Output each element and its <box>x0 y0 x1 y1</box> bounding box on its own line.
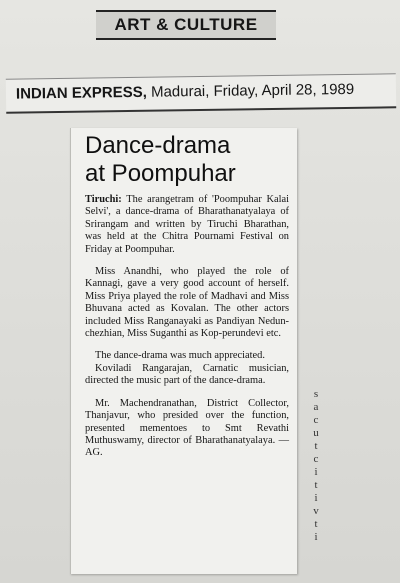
side-letter: i <box>314 466 318 478</box>
article-clipping <box>70 128 297 574</box>
side-letter: c <box>313 414 319 426</box>
side-letter: t <box>314 479 318 491</box>
side-letter: a <box>313 401 319 413</box>
headline-line-1: Dance-drama <box>85 132 231 159</box>
side-letter: i <box>314 531 318 543</box>
paragraph-1-text: The arangetram of 'Poompuhar Kalai Selvi', a dance-drama of Bharathanatyalaya of Srirangam and written by Tiruchi Bharathan, was held at the Chitra Pournami Festival on Friday at Poompuhar. <box>85 194 289 255</box>
article-paragraph-2: Miss Anandhi, who played the role of Kannagi, gave a very good account of herself. Miss Priya played the role of Madhavi and Miss Bhuvana acted as Kovalan. The other actors included Miss Ranganayaki as Pandiyan Nedun-chezhian, Miss Suganthi as Kop-perundevi etc. <box>85 266 289 340</box>
article-paragraph-5: Mr. Machendranathan, District Collector, Thanjavur, who presided over the function, presented mementoes to Smt Revathi Muthuswamy, director of Bharathanatyalaya. — AG. <box>85 397 289 459</box>
side-letter: v <box>313 505 319 517</box>
masthead-details: Madurai, Friday, April 28, 1989 <box>146 80 355 101</box>
article-paragraph-4: Koviladi Rangarajan, Carnatic musician, directed the music part of the dance-drama. <box>85 362 289 387</box>
side-letter: i <box>314 492 318 504</box>
headline-line-2: at Poompuhar <box>85 160 236 187</box>
adjacent-column-fragment <box>311 388 321 544</box>
article-paragraph-1 <box>85 194 289 256</box>
side-letter: u <box>313 427 319 439</box>
newspaper-name: INDIAN EXPRESS, <box>15 83 147 103</box>
side-letter: s <box>313 388 319 400</box>
article-headline <box>85 132 291 188</box>
side-letter: t <box>314 440 318 452</box>
article-body <box>85 194 289 470</box>
article-paragraph-3: The dance-drama was much appreciated. <box>95 350 265 362</box>
side-letter: t <box>314 518 318 530</box>
masthead-text <box>16 81 354 103</box>
newspaper-masthead-strip <box>6 73 396 113</box>
section-label: ART & CULTURE <box>96 10 276 40</box>
side-letter: c <box>313 453 319 465</box>
dateline: Tiruchi: <box>85 194 122 205</box>
